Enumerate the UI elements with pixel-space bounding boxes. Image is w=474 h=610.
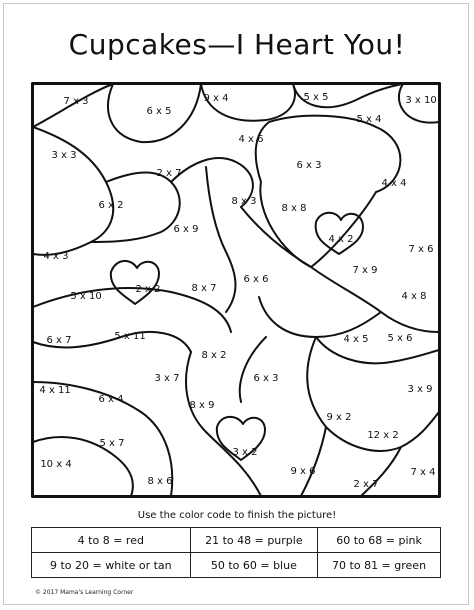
problem-label: 5 x 6 xyxy=(387,333,413,344)
problem-label: 5 x 4 xyxy=(356,114,382,125)
problem-label: 4 x 6 xyxy=(238,134,264,145)
problem-label: 5 x 5 xyxy=(303,92,329,103)
problem-label: 3 x 7 xyxy=(154,373,180,384)
problem-label: 9 x 2 xyxy=(326,412,352,423)
problem-label: 7 x 4 xyxy=(410,467,436,478)
problem-label: 6 x 3 xyxy=(253,373,279,384)
color-code-cell: 60 to 68 = pink xyxy=(318,528,441,553)
problem-label: 8 x 2 xyxy=(201,350,227,361)
problem-label: 3 x 3 xyxy=(51,150,77,161)
problem-label: 8 x 7 xyxy=(191,283,217,294)
color-code-cell: 9 to 20 = white or tan xyxy=(32,553,191,578)
problem-label: 8 x 9 xyxy=(189,400,215,411)
problem-label: 4 x 5 xyxy=(343,334,369,345)
problem-label: 9 x 4 xyxy=(203,93,229,104)
problem-label: 7 x 9 xyxy=(352,265,378,276)
problem-label: 4 x 2 xyxy=(328,234,354,245)
problem-label: 12 x 2 xyxy=(367,430,399,441)
problem-label: 4 x 3 xyxy=(43,251,69,262)
problem-label: 2 x 7 xyxy=(156,168,182,179)
problem-label: 5 x 10 xyxy=(70,291,102,302)
problem-label: 6 x 3 xyxy=(296,160,322,171)
problem-label: 3 x 2 xyxy=(232,447,258,458)
color-code-row xyxy=(32,528,441,553)
problem-label: 9 x 6 xyxy=(290,466,316,477)
color-code-row xyxy=(32,553,441,578)
problem-label: 7 x 6 xyxy=(408,244,434,255)
color-by-number-picture xyxy=(31,82,441,498)
instructions-text: Use the color code to finish the picture! xyxy=(137,510,337,521)
problem-label: 8 x 3 xyxy=(231,196,257,207)
problem-label: 6 x 6 xyxy=(243,274,269,285)
problem-label: 3 x 10 xyxy=(405,95,437,106)
problem-label: 3 x 9 xyxy=(407,384,433,395)
problem-label: 6 x 2 xyxy=(98,200,124,211)
color-code-cell: 70 to 81 = green xyxy=(318,553,441,578)
problem-label: 4 x 8 xyxy=(401,291,427,302)
copyright-text: © 2017 Mama's Learning Corner xyxy=(35,589,134,596)
color-code-cell: 21 to 48 = purple xyxy=(190,528,317,553)
problem-label: 5 x 11 xyxy=(114,331,146,342)
multiplication-labels xyxy=(39,92,436,490)
page-title: Cupcakes—I Heart You! xyxy=(68,28,406,61)
problem-label: 10 x 4 xyxy=(40,459,72,470)
problem-label: 5 x 7 xyxy=(99,438,125,449)
problem-label: 4 x 11 xyxy=(39,385,71,396)
problem-label: 6 x 7 xyxy=(46,335,72,346)
problem-label: 6 x 5 xyxy=(146,106,172,117)
color-code-cell: 50 to 60 = blue xyxy=(190,553,317,578)
problem-label: 4 x 4 xyxy=(381,178,407,189)
problem-label: 2 x 2 xyxy=(135,284,161,295)
problem-label: 6 x 4 xyxy=(98,394,124,405)
problem-label: 6 x 9 xyxy=(173,224,199,235)
color-code-table xyxy=(31,527,441,578)
color-code-cell: 4 to 8 = red xyxy=(32,528,191,553)
problem-label: 7 x 3 xyxy=(63,96,89,107)
problem-label: 8 x 6 xyxy=(147,476,173,487)
problem-label: 2 x 7 xyxy=(353,479,379,490)
problem-label: 8 x 8 xyxy=(281,203,307,214)
